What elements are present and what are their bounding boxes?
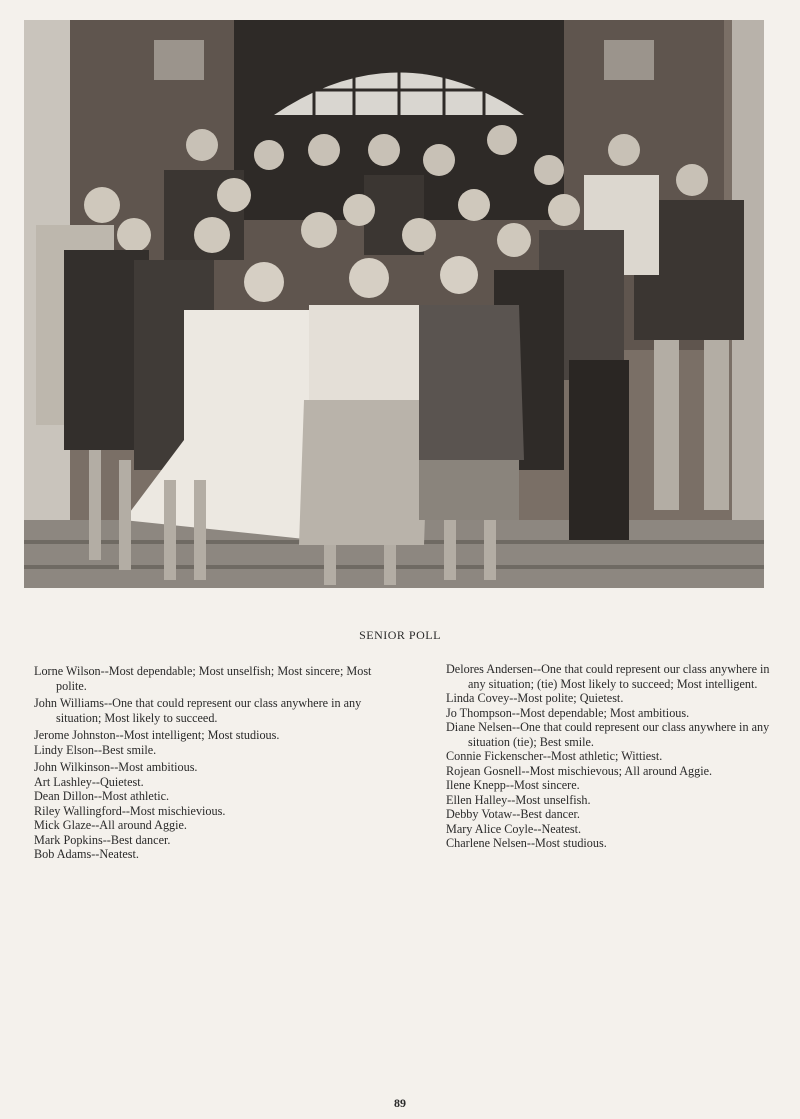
poll-entry: Dean Dillon--Most athletic. — [34, 789, 170, 803]
poll-entry: Linda Covey--Most polite; Quietest. — [446, 691, 624, 705]
poll-entry: Mary Alice Coyle--Neatest. — [446, 821, 582, 836]
senior-poll-heading: SENIOR POLL — [359, 628, 441, 642]
poll-entry: Art Lashley--Quietest. — [34, 774, 144, 789]
poll-column-left — [34, 664, 394, 862]
poll-entry: Lindy Elson--Best smile. — [34, 742, 157, 757]
poll-entry: Riley Wallingford--Most mischievious. — [34, 803, 226, 818]
poll-entry: Rojean Gosnell--Most mischievous; All around Aggie. — [446, 763, 713, 778]
poll-entry: Lorne Wilson--Most dependable; Most unselfish; Most sincere; Most polite. — [34, 664, 372, 693]
poll-entry: John Wilkinson--Most ambitious. — [34, 760, 198, 774]
group-photo-illustration — [24, 20, 764, 588]
poll-entry: Debby Votaw--Best dancer. — [446, 807, 580, 821]
poll-entry: Diane Nelsen--One that could represent our class anywhere in any situation (tie); Best smile. — [446, 720, 770, 749]
poll-entry: Charlene Nelsen--Most studious. — [446, 836, 607, 850]
poll-entry: Ilene Knepp--Most sincere. — [446, 778, 580, 792]
poll-column-right — [446, 662, 786, 851]
poll-entry: Mark Popkins--Best dancer. — [34, 832, 171, 847]
poll-entry: Connie Fickenscher--Most athletic; Wittiest. — [446, 749, 663, 763]
poll-entry: Ellen Halley--Most unselfish. — [446, 792, 591, 807]
class-group-photo — [24, 20, 764, 588]
poll-entry: Delores Andersen--One that could represent our class anywhere in any situation; (tie) Most likely to succeed; Most intelligent. — [446, 662, 770, 691]
poll-entry: Jo Thompson--Most dependable; Most ambitious. — [446, 705, 690, 720]
poll-entry: Mick Glaze--All around Aggie. — [34, 818, 187, 832]
poll-entry: John Williams--One that could represent our class anywhere in any situation; Most likely to succeed. — [34, 696, 362, 725]
poll-entry: Bob Adams--Neatest. — [34, 847, 139, 861]
poll-entry: Jerome Johnston--Most intelligent; Most studious. — [34, 728, 280, 742]
page-number: 89 — [394, 1096, 406, 1110]
